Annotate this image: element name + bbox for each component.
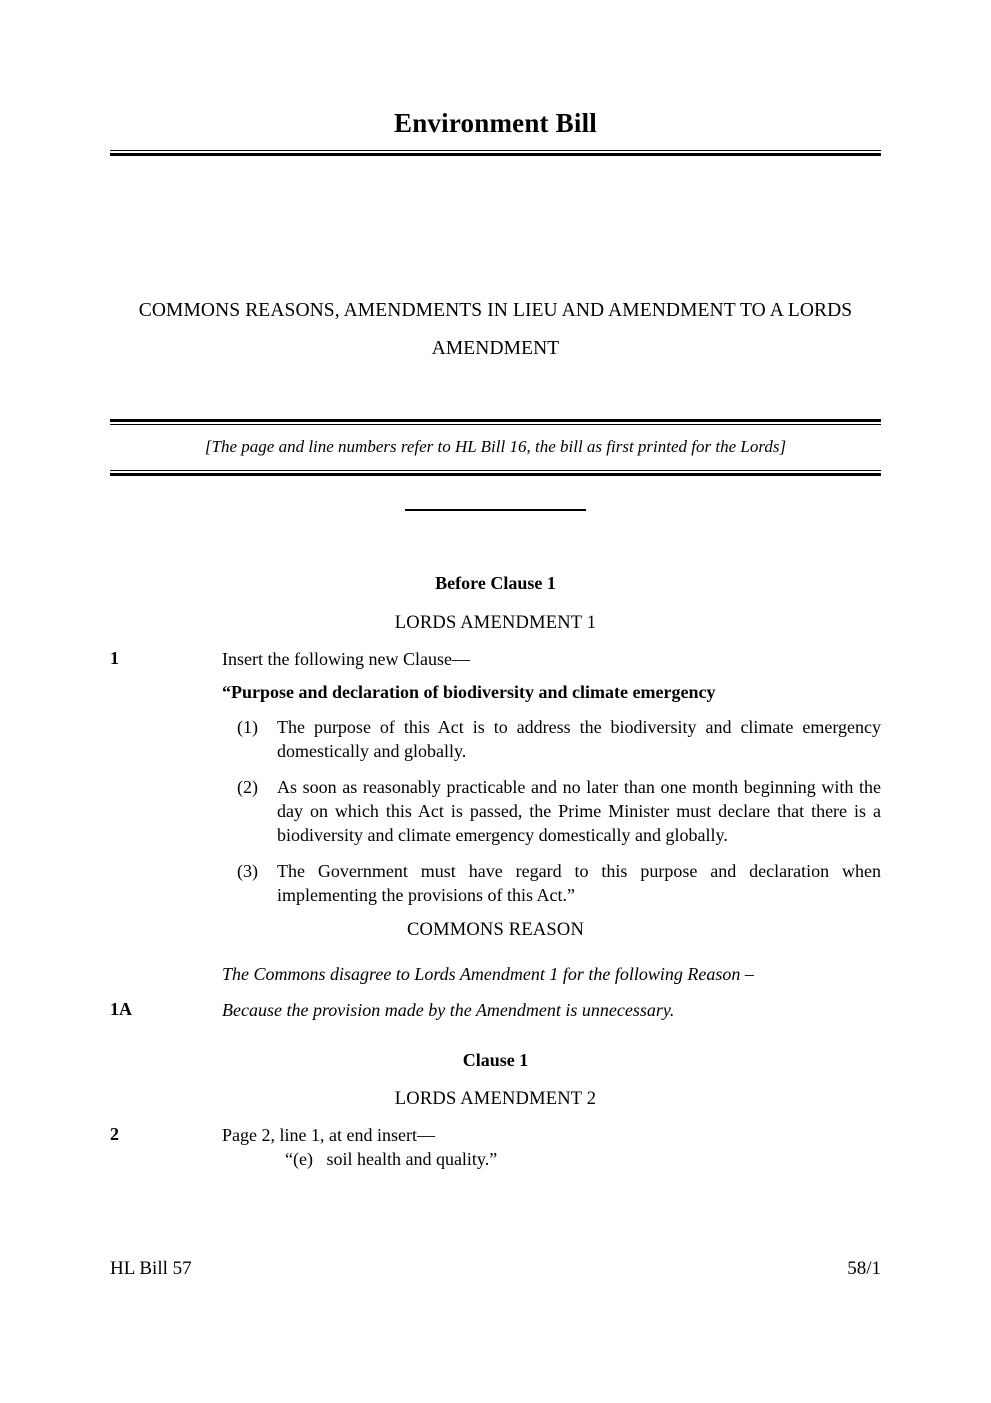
- new-clause-heading: “Purpose and declaration of biodiversity and climate emergency: [222, 682, 716, 702]
- note-text: [The page and line numbers refer to HL Bill 16, the bill as first printed for the Lords]: [204, 437, 787, 456]
- new-clause-subsections: [110, 716, 881, 908]
- title-rule: [110, 150, 881, 156]
- amendment-2-number: 2: [110, 1124, 119, 1144]
- commons-reason-1a-row: [110, 999, 881, 1023]
- section-heading-clause-1: Clause 1: [462, 1050, 529, 1070]
- subtitle-line-2: AMENDMENT: [431, 338, 560, 360]
- subsection-2-text: As soon as reasonably practicable and no later than one month beginning with the day on which this Act is passed, the Prime Minister must declare that there is a biodiversity and climate emergency domestically and globally.: [277, 776, 881, 845]
- commons-reason-text: Because the provision made by the Amendment is unnecessary.: [222, 1000, 675, 1020]
- subsection-2-marker: (2): [237, 776, 258, 797]
- subtitle-line-1: COMMONS REASONS, AMENDMENTS IN LIEU AND AMENDMENT TO A LORDS: [138, 300, 853, 321]
- document-subtitle: [110, 292, 881, 368]
- commons-reason-number: 1A: [110, 999, 132, 1019]
- lords-amendment-2-label: LORDS AMENDMENT 2: [394, 1089, 597, 1109]
- section-heading-before-clause-1: Before Clause 1: [435, 573, 556, 593]
- amendment-2-inserted-text: “(e) soil health and quality.”: [285, 1149, 498, 1169]
- amendment-1-number: 1: [110, 648, 119, 668]
- page-footer: [110, 1258, 881, 1280]
- lords-amendment-1-label: LORDS AMENDMENT 1: [394, 613, 597, 633]
- commons-reason-heading: COMMONS REASON: [406, 920, 585, 940]
- amendment-2-instruction: Page 2, line 1, at end insert—: [222, 1125, 435, 1145]
- subsection-1-text: The purpose of this Act is to address the biodiversity and climate emergency domestically and globally.: [277, 717, 881, 761]
- subsection-3-text: The Government must have regard to this purpose and declaration when implementing the provisions of this Act.”: [277, 860, 881, 905]
- subsection-1: [237, 716, 881, 764]
- amendment-2-row: [110, 1124, 881, 1148]
- footer-page-reference: 58/1: [847, 1258, 881, 1279]
- page-reference-note: [110, 419, 881, 476]
- subsection-2: [237, 776, 881, 848]
- commons-reason-intro: The Commons disagree to Lords Amendment 1 for the following Reason –: [222, 964, 754, 984]
- section-divider: [405, 509, 586, 511]
- subsection-1-marker: (1): [237, 717, 258, 737]
- note-rule-bottom: [110, 470, 881, 476]
- amendment-1-content: [110, 681, 881, 705]
- page-title: Environment Bill: [394, 108, 597, 138]
- amendment-1-row: [110, 648, 881, 672]
- footer-bill-reference: HL Bill 57: [110, 1258, 192, 1279]
- commons-reason-intro-row: [110, 963, 881, 987]
- amendment-2-inserted-row: [110, 1148, 881, 1172]
- subsection-3-marker: (3): [237, 860, 258, 881]
- amendment-1-instruction: Insert the following new Clause—: [222, 649, 470, 669]
- subsection-3: [237, 860, 881, 908]
